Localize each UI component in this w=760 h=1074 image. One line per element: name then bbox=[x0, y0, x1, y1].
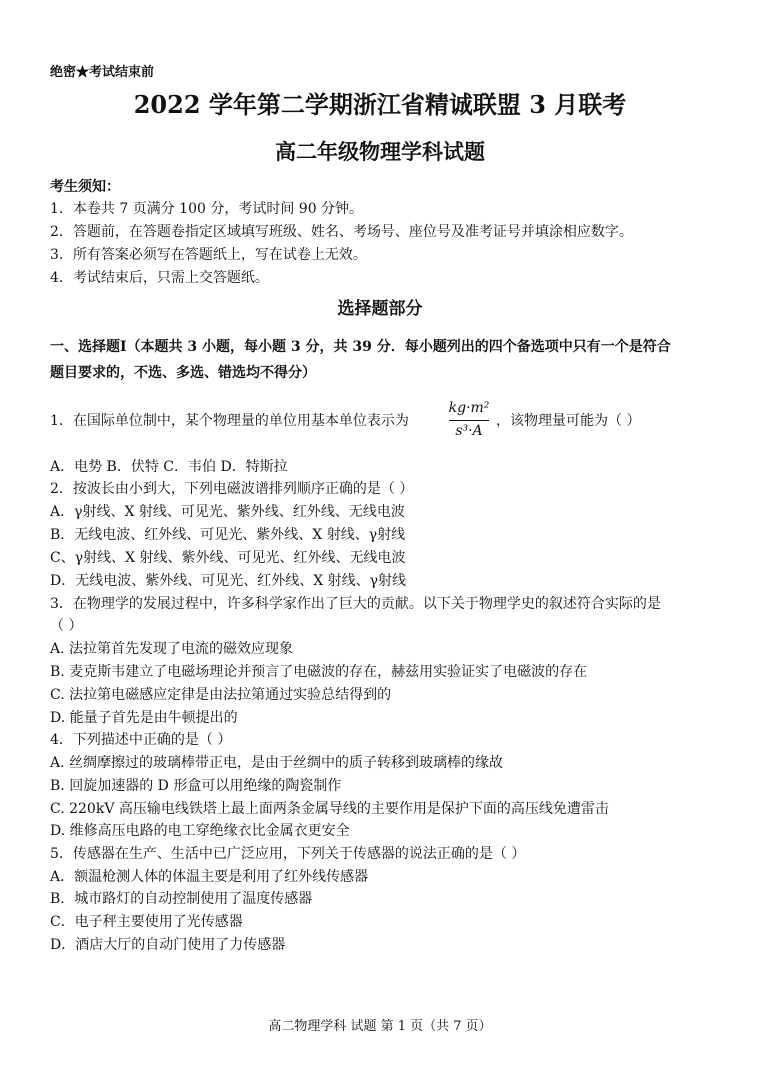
exam-subtitle: 高二年级物理学科试题 bbox=[275, 139, 485, 164]
question-4-option: A. 丝绸摩擦过的玻璃棒带正电，是由于丝绸中的质子转移到玻璃棒的缘故 bbox=[50, 755, 504, 771]
question-3-option: A. 法拉第首先发现了电流的磁效应现象 bbox=[50, 641, 294, 657]
fraction-denominator: s³·A bbox=[455, 423, 483, 439]
notice-item: 1．本卷共 7 页满分 100 分，考试时间 90 分钟。 bbox=[50, 201, 364, 217]
unit-fraction bbox=[447, 398, 491, 444]
fraction-numerator: kg·m² bbox=[448, 400, 490, 416]
question-4-option: B. 回旋加速器的 D 形盒可以用绝缘的陶瓷制作 bbox=[50, 778, 342, 794]
notice-heading: 考生须知： bbox=[50, 179, 120, 195]
question-1-stem-end: ，该物理量可能为（ ） bbox=[496, 413, 641, 429]
question-4-option: C. 220kV 高压输电线铁塔上最上面两条金属导线的主要作用是保护下面的高压线免遭雷击 bbox=[50, 801, 609, 817]
question-2-option: A．γ射线、X 射线、可见光、紫外线、红外线、无线电波 bbox=[50, 504, 405, 520]
notice-item: 4．考试结束后，只需上交答题纸。 bbox=[50, 270, 269, 286]
section-title: 选择题部分 bbox=[337, 299, 423, 319]
question-3-stem: 3．在物理学的发展过程中，许多科学家作出了巨大的贡献。以下关于物理学史的叙述符合实际的是 bbox=[50, 596, 661, 612]
question-4-option: D. 维修高压电路的电工穿绝缘衣比金属衣更安全 bbox=[50, 823, 350, 839]
fraction-bar bbox=[449, 420, 489, 421]
question-2-stem: 2．按波长由小到大，下列电磁波谱排列顺序正确的是（ ） bbox=[50, 481, 414, 497]
question-3-stem-cont: （ ） bbox=[50, 618, 83, 634]
question-2-option: D．无线电波、紫外线、可见光、红外线、X 射线、γ射线 bbox=[50, 573, 407, 589]
question-2-option: C、γ射线、X 射线、紫外线、可见光、红外线、无线电波 bbox=[50, 550, 406, 566]
question-5-option: A．额温枪测人体的体温主要是利用了红外线传感器 bbox=[50, 869, 369, 885]
question-3-option: B. 麦克斯韦建立了电磁场理论并预言了电磁波的存在，赫兹用实验证实了电磁波的存在 bbox=[50, 664, 588, 680]
question-3-option: D. 能量子首先是由牛顿提出的 bbox=[50, 710, 238, 726]
question-1-options: A．电势 B．伏特 C．韦伯 D．特斯拉 bbox=[50, 459, 288, 475]
section-intro: 题目要求的，不选、多选、错选均不得分） bbox=[50, 365, 316, 381]
secret-mark: 绝密★考试结束前 bbox=[50, 65, 155, 80]
notice-item: 3．所有答案必须写在答题纸上，写在试卷上无效。 bbox=[50, 247, 367, 263]
question-2-option: B．无线电波、红外线、可见光、紫外线、X 射线、γ射线 bbox=[50, 527, 406, 543]
section-intro: 一、选择题Ⅰ（本题共 3 小题，每小题 3 分，共 39 分．每小题列出的四个备选项中只有一个是符合 bbox=[50, 339, 671, 355]
exam-title: 2022 学年第二学期浙江省精诚联盟 3 月联考 bbox=[133, 90, 627, 119]
question-5-option: B．城市路灯的自动控制使用了温度传感器 bbox=[50, 891, 313, 907]
question-5-stem: 5．传感器在生产、生活中已广泛应用，下列关于传感器的说法正确的是（ ） bbox=[50, 846, 526, 862]
page-footer: 高二物理学科 试题 第 1 页（共 7 页） bbox=[268, 1019, 492, 1034]
question-5-option: C．电子秤主要使用了光传感器 bbox=[50, 914, 243, 930]
notice-item: 2．答题前，在答题卷指定区域填写班级、姓名、考场号、座位号及准考证号并填涂相应数字。 bbox=[50, 224, 633, 240]
question-1-stem: 1．在国际单位制中，某个物理量的单位用基本单位表示为 bbox=[50, 413, 409, 429]
question-3-option: C. 法拉第电磁感应定律是由法拉第通过实验总结得到的 bbox=[50, 687, 392, 703]
question-5-option: D．酒店大厅的自动门使用了力传感器 bbox=[50, 937, 286, 953]
question-4-stem: 4．下列描述中正确的是（ ） bbox=[50, 732, 232, 748]
